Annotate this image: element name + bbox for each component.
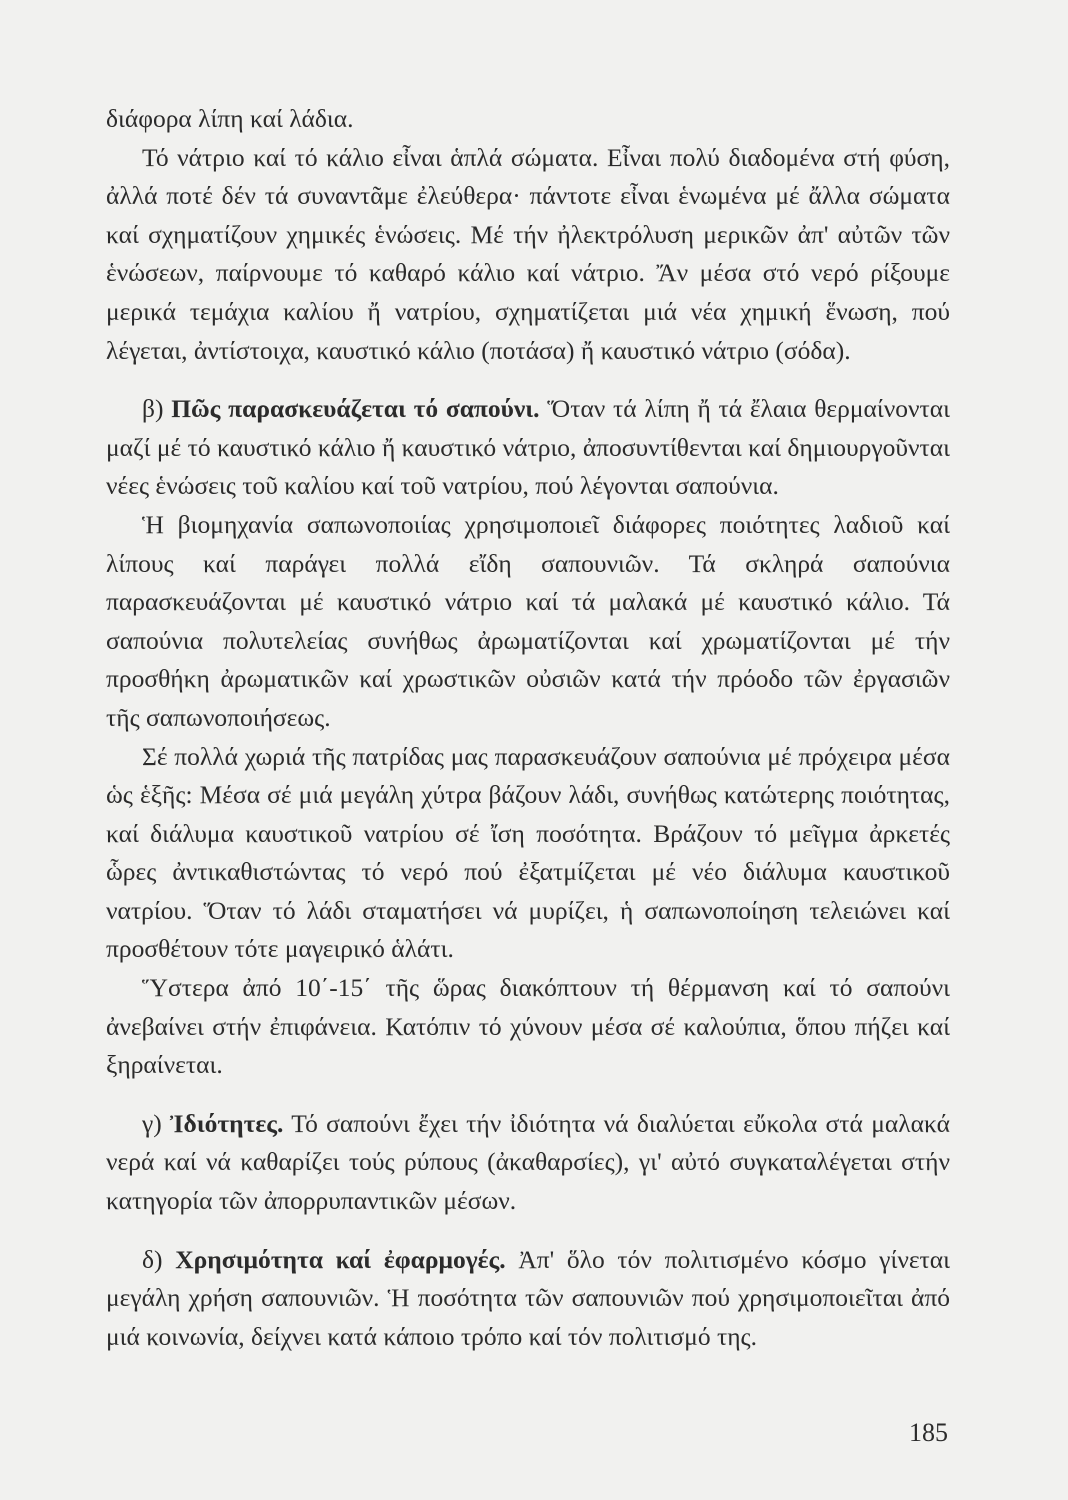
paragraph-text: διάφορα λίπη καί λάδια.: [106, 104, 354, 133]
section-b-preparation: [106, 390, 950, 506]
section-label: γ): [142, 1108, 162, 1138]
section-c-properties: [106, 1105, 950, 1221]
paragraph-soap-industry: [106, 506, 950, 738]
section-heading: Πῶς παρασκευάζεται τό σαπούνι.: [171, 394, 540, 424]
section-label: δ): [142, 1244, 163, 1274]
paragraph-text: Τό σαπούνι ἔχει τήν ἰδιότητα νά διαλύεται εὔκολα στά μαλακά νερά καί νά καθαρίζει τούς ρύπους (ἀκαθαρσίες), γι' αὐτό συγκαταλέγεται στήν κατηγορία τῶν ἀπορρυπαντικῶν μέσων.: [106, 1108, 950, 1216]
section-d-uses: [106, 1241, 950, 1357]
section-heading: Χρησιμότητα καί ἐφαρμογές.: [175, 1244, 506, 1274]
paragraph-text: Ὕστερα ἀπό 10΄-15΄ τῆς ὥρας διακόπτουν τή θέρμανση καί τό σαπούνι ἀνεβαίνει στήν ἐπιφάνεια. Κατόπιν τό χύνουν μέσα σέ καλούπια, ὅπου πήζει καί ξηραίνεται.: [106, 973, 950, 1080]
page-number: 185: [909, 1418, 948, 1447]
paragraph-text: Τό νάτριο καί τό κάλιο εἶναι ἁπλά σώματα. Εἶναι πολύ διαδομένα στή φύση, ἀλλά ποτέ δέν τά συναντᾶμε ἐλεύθερα· πάντοτε εἶναι ἑνωμένα μέ ἄλλα σώματα καί σχηματίζουν χημικές ἑνώσεις. Μέ τήν ἠλεκτρόλυση μερικῶν ἀπ' αὐτῶν τῶν ἑνώσεων, παίρνουμε τό καθαρό κάλιο καί νάτριο. Ἄν μέσα στό νερό ρίξουμε μερικά τεμάχια καλίου ἤ νατρίου, σχηματίζεται μιά νέα χημική ἕνωση, πού λέγεται, ἀντίστοιχα, καυστικό κάλιο (ποτάσα) ἤ καυστικό νάτριο (σόδα).: [106, 142, 950, 365]
paragraph-cooling: [106, 969, 950, 1085]
paragraph-text: Ἡ βιομηχανία σαπωνοποιίας χρησιμοποιεῖ διάφορες ποιότητες λαδιοῦ καί λίπους καί παράγει πολλά εἴδη σαπουνιῶν. Τά σκληρά σαπούνια παρασκευάζονται μέ καυστικό νάτριο καί τά μαλακά μέ καυστικό κάλιο. Τά σαπούνια πολυτελείας συνήθως ἀρωματίζονται καί χρωματίζονται μέ τήν προσθήκη ἀρωματικῶν καί χρωστικῶν οὐσιῶν κατά τήν πρόοδο τῶν ἐργασιῶν τῆς σαπωνοποιήσεως.: [106, 509, 950, 732]
section-label: β): [142, 394, 164, 424]
section-heading: Ἰδιότητες.: [170, 1108, 284, 1138]
paragraph-text: Ὅταν τά λίπη ἤ τά ἔλαια θερμαίνονται μαζί μέ τό καυστικό κάλιο ἤ καυστικό νάτριο, ἀποσυντίθενται καί δημιουργοῦνται νέες ἑνώσεις τοῦ καλίου καί τοῦ νατρίου, πού λέγονται σαπούνια.: [106, 394, 951, 501]
paragraph-text: Σέ πολλά χωριά τῆς πατρίδας μας παρασκευάζουν σαπούνια μέ πρόχειρα μέσα ὡς ἑξῆς: Μέσα σέ μιά μεγάλη χύτρα βάζουν λάδι, συνήθως κατώτερης ποιότητας, καί διάλυμα καυστικοῦ νατρίου σέ ἴση ποσότητα. Βράζουν τό μεῖγμα ἀρκετές ὧρες ἀντικαθιστώντας τό νερό πού ἐξατμίζεται μέ νέο διάλυμα καυστικοῦ νατρίου. Ὅταν τό λάδι σταματήσει νά μυρίζει, ἡ σαπωνοποίηση τελειώνει καί προσθέτουν τότε μαγειρικό ἁλάτι.: [106, 741, 950, 964]
paragraph-village-soap: [106, 738, 950, 970]
paragraph-sodium-potassium: [106, 139, 950, 371]
paragraph-continuation: [106, 100, 950, 139]
paragraph-text: Ἀπ' ὅλο τόν πολιτισμένο κόσμο γίνεται μεγάλη χρήση σαπουνιῶν. Ἡ ποσότητα τῶν σαπουνιῶν πού χρησιμοποιεῖται ἀπό μιά κοινωνία, δείχνει κατά κάποιο τρόπο καί τόν πολιτισμό της.: [106, 1244, 951, 1351]
